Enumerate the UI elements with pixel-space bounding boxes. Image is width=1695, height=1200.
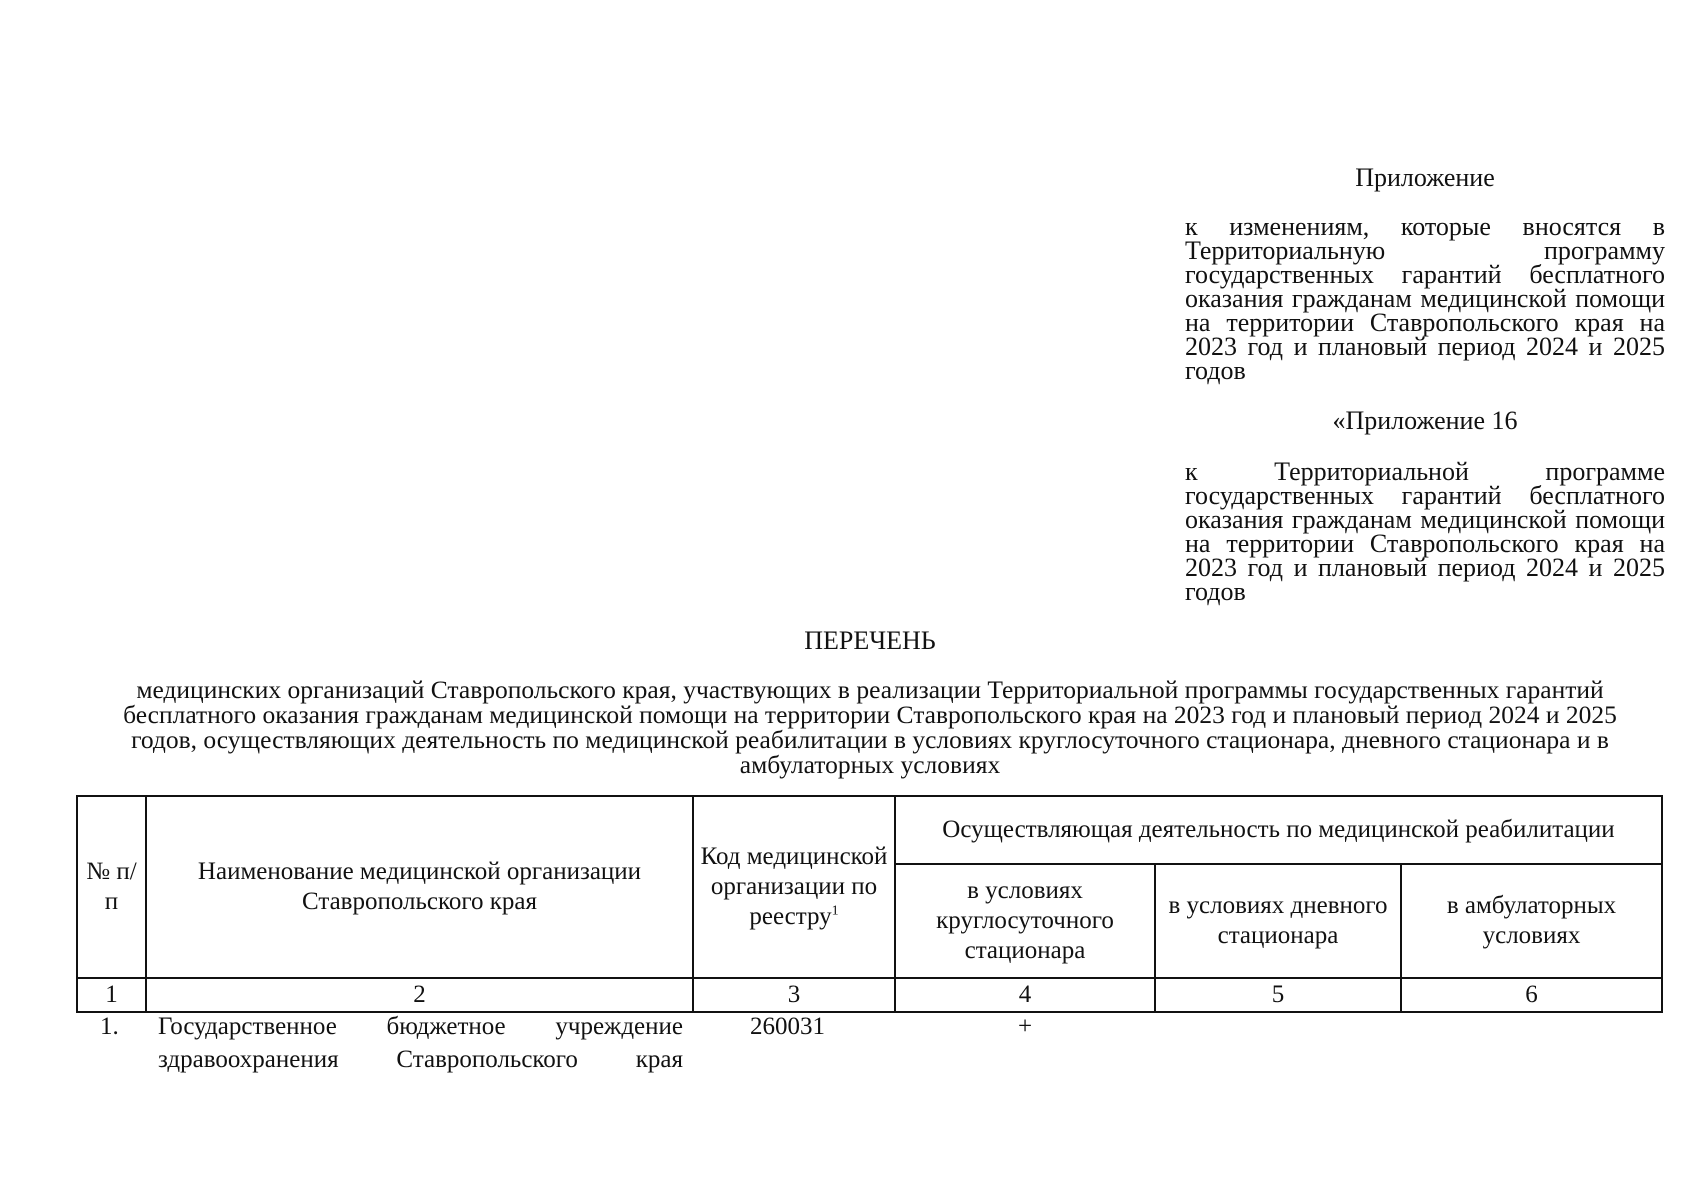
column-number: 5: [1155, 978, 1401, 1012]
column-number: 4: [895, 978, 1155, 1012]
document-title: ПЕРЕЧЕНЬ: [804, 626, 936, 655]
appendix-title: Приложение: [1355, 163, 1495, 192]
appendix16-title: «Приложение 16: [1332, 406, 1518, 435]
row-num: 1.: [100, 1013, 119, 1040]
row-name-line: Государственное бюджетное учреждение: [158, 1013, 683, 1040]
registry-table: [76, 795, 1663, 1013]
column-number: 6: [1401, 978, 1662, 1012]
header-code-label: Код медицинской организации по реестру: [700, 843, 888, 930]
appendix-text: к изменениям, которые вносятся в Территориальную программу государственных гарантий бесплатного оказания гражданам медицинской помощи на территории Ставропольского края на 2023 год и плановый период 2024 и 2025 годов: [1185, 212, 1665, 385]
column-number: 3: [693, 978, 895, 1012]
header-outpatient: в амбулаторных условиях: [1401, 864, 1662, 978]
header-group: Осуществляющая деятельность по медицинской реабилитации: [895, 796, 1662, 864]
header-code-footnote: 1: [831, 903, 839, 919]
column-number: 2: [146, 978, 693, 1012]
column-number: 1: [77, 978, 146, 1012]
row-code: 260031: [750, 1013, 825, 1040]
document-subtitle: медицинских организаций Ставропольского края, участвующих в реализации Территориальной программы государственных гарантий бесплатного оказания гражданам медицинской помощи на территории Ставропольского края на 2023 год и плановый период 2024 и 2025 годов, осуществляющих деятельность по медицинской реабилитации в условиях круглосуточного стационара, дневного стационара и в амбулаторных условиях: [123, 675, 1617, 779]
row-name: [158, 1010, 683, 1076]
row-round-clock-mark: +: [1017, 1013, 1033, 1040]
header-num: № п/п: [77, 796, 146, 978]
row-name-line: здравоохранения Ставропольского края: [158, 1046, 683, 1073]
header-round-clock: в условиях круглосуточного стационара: [895, 864, 1155, 978]
header-day: в условиях дневного стационара: [1155, 864, 1401, 978]
header-name: Наименование медицинской организации Ставропольского края: [146, 796, 693, 978]
appendix16-text: к Территориальной программе государственных гарантий бесплатного оказания гражданам медицинской помощи на территории Ставропольского края на 2023 год и плановый период 2024 и 2025 годов: [1185, 457, 1665, 606]
header-code: [693, 796, 895, 978]
